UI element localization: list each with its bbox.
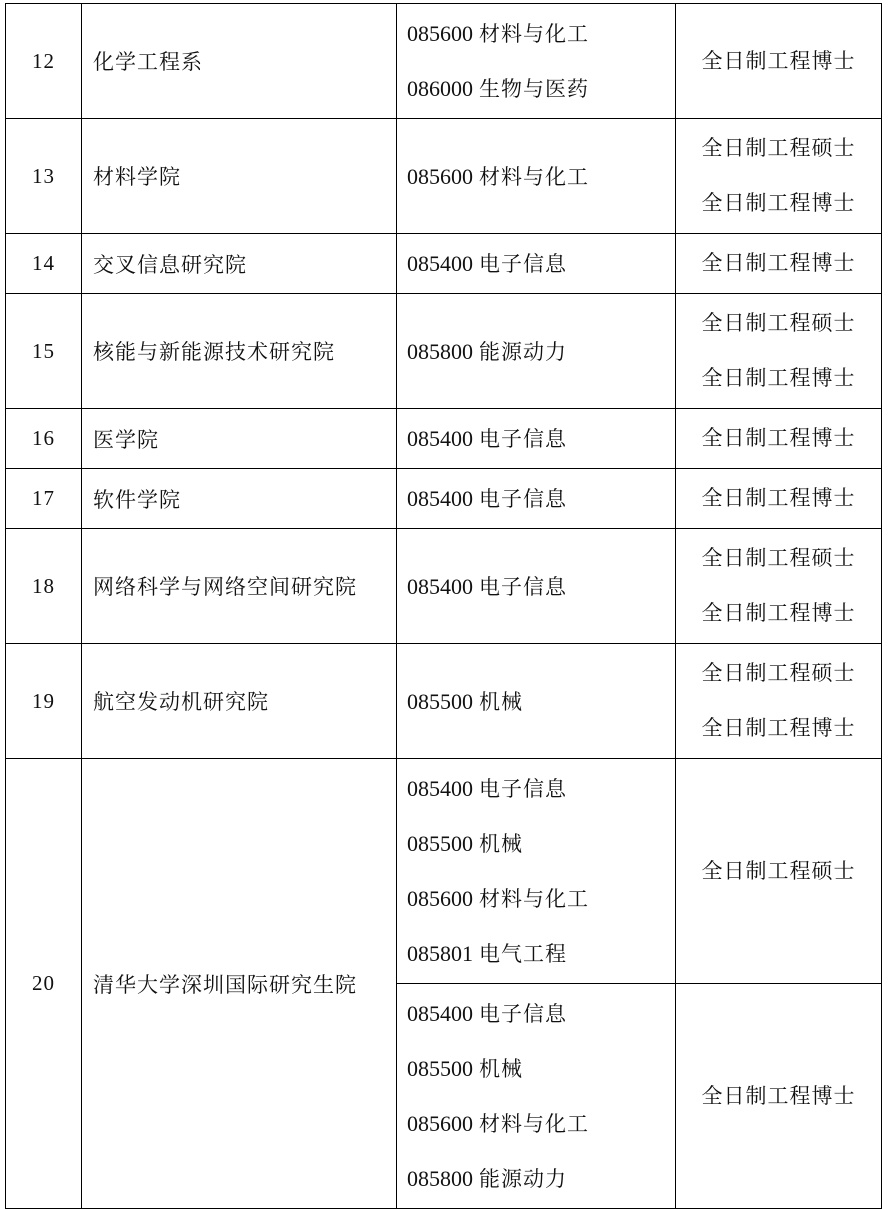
row-number: 12	[6, 4, 82, 119]
major-code: 085500	[407, 1056, 473, 1081]
major-list	[397, 4, 676, 119]
major-name: 机械	[479, 689, 523, 714]
degree-type-item	[676, 121, 881, 176]
table-row	[6, 294, 882, 409]
degree-type-item	[676, 296, 881, 351]
degree-type-item	[676, 844, 881, 899]
department-name: 航空发动机研究院	[82, 644, 397, 759]
major-item	[407, 871, 675, 926]
major-name: 电子信息	[479, 252, 567, 276]
major-code: 085500	[407, 688, 473, 714]
degree-type-item	[676, 236, 881, 291]
major-list	[397, 759, 676, 984]
degree-type-text: 全日制工程硕士	[701, 546, 856, 570]
major-item	[407, 674, 675, 729]
degree-type-item	[676, 586, 881, 641]
major-code: 085600	[407, 163, 473, 189]
row-number: 16	[6, 409, 82, 469]
major-list	[397, 984, 676, 1209]
major-list	[397, 469, 676, 529]
major-code: 085400	[407, 776, 473, 801]
degree-type-list	[676, 644, 882, 759]
degree-type-item	[676, 34, 881, 89]
major-item	[407, 61, 675, 116]
degree-type-text: 全日制工程硕士	[701, 661, 856, 685]
department-name: 网络科学与网络空间研究院	[82, 529, 397, 644]
major-list	[397, 644, 676, 759]
row-number: 18	[6, 529, 82, 644]
major-list	[397, 234, 676, 294]
major-code: 085400	[407, 1001, 473, 1026]
row-number: 14	[6, 234, 82, 294]
degree-type-text: 全日制工程硕士	[701, 311, 856, 335]
major-item	[407, 1151, 675, 1206]
major-item	[407, 1096, 675, 1151]
degree-type-text: 全日制工程博士	[701, 601, 856, 625]
table-row	[6, 119, 882, 234]
degree-type-item	[676, 531, 881, 586]
department-name: 清华大学深圳国际研究生院	[82, 759, 397, 1209]
major-name: 机械	[479, 832, 523, 856]
degree-type-list	[676, 4, 882, 119]
major-name: 电子信息	[479, 427, 567, 451]
department-name: 医学院	[82, 409, 397, 469]
major-list	[397, 529, 676, 644]
major-item	[407, 761, 675, 816]
major-name: 材料与化工	[479, 1112, 589, 1136]
major-code: 085500	[407, 831, 473, 856]
major-item	[407, 6, 675, 61]
degree-type-list	[676, 469, 882, 529]
table-row	[6, 4, 882, 119]
major-name: 材料与化工	[479, 887, 589, 911]
major-name: 电子信息	[479, 777, 567, 801]
table-row	[6, 469, 882, 529]
major-item	[407, 986, 675, 1041]
major-name: 材料与化工	[479, 22, 589, 46]
major-item	[407, 149, 675, 204]
table-row	[6, 759, 882, 984]
major-name: 电子信息	[479, 1002, 567, 1026]
table-row	[6, 529, 882, 644]
degree-type-item	[676, 1069, 881, 1124]
major-name: 能源动力	[479, 1167, 567, 1191]
table-row	[6, 644, 882, 759]
department-name: 核能与新能源技术研究院	[82, 294, 397, 409]
degree-type-text: 全日制工程博士	[701, 48, 856, 73]
degree-type-text: 全日制工程硕士	[701, 136, 856, 160]
degree-type-text: 全日制工程博士	[701, 191, 856, 215]
degree-type-item	[676, 351, 881, 406]
row-number: 13	[6, 119, 82, 234]
major-code: 085400	[407, 426, 473, 451]
major-name: 材料与化工	[479, 164, 589, 189]
major-item	[407, 816, 675, 871]
department-name: 化学工程系	[82, 4, 397, 119]
department-name: 软件学院	[82, 469, 397, 529]
degree-type-text: 全日制工程博士	[701, 366, 856, 390]
degree-type-text: 全日制工程博士	[701, 716, 856, 740]
degree-type-text: 全日制工程博士	[701, 486, 856, 510]
degree-type-item	[676, 471, 881, 526]
degree-type-item	[676, 646, 881, 701]
major-list	[397, 409, 676, 469]
major-code: 085600	[407, 1111, 473, 1136]
major-item	[407, 926, 675, 981]
degree-type-text: 全日制工程博士	[701, 426, 856, 450]
degree-type-list	[676, 759, 882, 984]
major-name: 电子信息	[479, 487, 567, 511]
major-item	[407, 559, 675, 614]
major-name: 能源动力	[479, 339, 567, 364]
major-list	[397, 294, 676, 409]
row-number: 19	[6, 644, 82, 759]
degree-type-text: 全日制工程博士	[701, 251, 856, 275]
major-item	[407, 236, 675, 291]
major-code: 085801	[407, 941, 473, 966]
department-name: 材料学院	[82, 119, 397, 234]
degree-type-list	[676, 529, 882, 644]
table-row	[6, 409, 882, 469]
degree-type-list	[676, 119, 882, 234]
degree-type-list	[676, 234, 882, 294]
enrollment-table	[5, 3, 882, 1209]
row-number: 20	[6, 759, 82, 1209]
major-list	[397, 119, 676, 234]
major-code: 085400	[407, 573, 473, 599]
degree-type-item	[676, 701, 881, 756]
table-row	[6, 234, 882, 294]
major-code: 085800	[407, 1166, 473, 1191]
major-name: 电气工程	[479, 942, 567, 966]
row-number: 15	[6, 294, 82, 409]
major-item	[407, 324, 675, 379]
major-code: 085600	[407, 886, 473, 911]
degree-type-text: 全日制工程硕士	[701, 858, 856, 883]
major-name: 电子信息	[479, 574, 567, 599]
major-item	[407, 1041, 675, 1096]
department-name: 交叉信息研究院	[82, 234, 397, 294]
major-name: 机械	[479, 1057, 523, 1081]
major-code: 085400	[407, 251, 473, 276]
degree-type-list	[676, 294, 882, 409]
degree-type-item	[676, 411, 881, 466]
degree-type-list	[676, 409, 882, 469]
major-item	[407, 411, 675, 466]
degree-type-item	[676, 176, 881, 231]
table-body	[6, 4, 882, 1209]
major-name: 生物与医药	[479, 77, 589, 101]
major-code: 085800	[407, 338, 473, 364]
major-code: 085600	[407, 21, 473, 46]
row-number: 17	[6, 469, 82, 529]
degree-type-list	[676, 984, 882, 1209]
major-code: 086000	[407, 76, 473, 101]
degree-type-text: 全日制工程博士	[701, 1083, 856, 1108]
major-item	[407, 471, 675, 526]
major-code: 085400	[407, 486, 473, 511]
